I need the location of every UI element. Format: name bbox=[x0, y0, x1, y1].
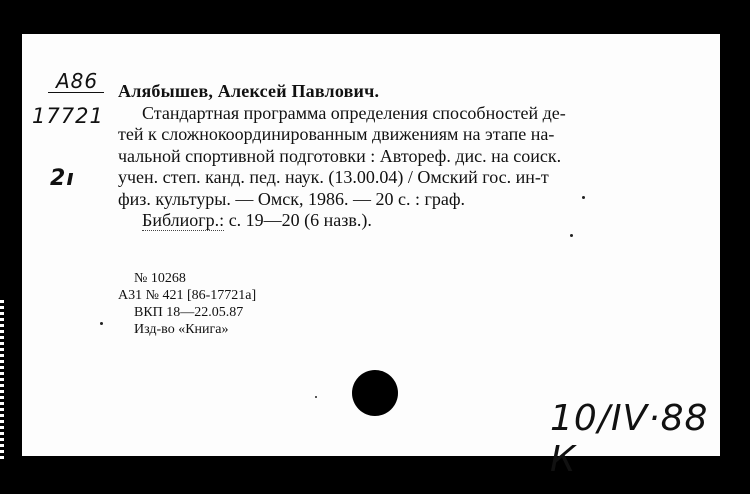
call-number-mark: 2ı bbox=[50, 166, 75, 191]
call-number-top: A86 bbox=[48, 70, 104, 93]
scan-speck bbox=[582, 196, 585, 199]
a31-record: А31 № 421 [86-17721а] bbox=[118, 288, 257, 303]
scan-edge-noise bbox=[0, 300, 4, 460]
author-name: Алябышев, Алексей Павлович. bbox=[118, 81, 380, 101]
entry-line: тей к сложнокоординированным движениям на этапе на- bbox=[118, 124, 555, 144]
catalog-card bbox=[22, 34, 720, 480]
handwritten-date: 10/IV·88 К bbox=[550, 398, 709, 480]
entry-line: физ. культуры. — Омск, 1986. — 20 с. : граф. bbox=[118, 188, 465, 209]
bibliography-note bbox=[118, 210, 688, 232]
publisher-line: Изд-во «Книга» bbox=[134, 322, 229, 337]
scan-speck bbox=[100, 322, 103, 325]
scan-speck bbox=[570, 234, 573, 237]
vkp-record: ВКП 18—22.05.87 bbox=[134, 305, 244, 320]
bibliography-label: Библиогр.: bbox=[142, 210, 225, 230]
punch-hole bbox=[352, 370, 398, 416]
bibliography-pages: с. 19—20 (6 назв.). bbox=[224, 210, 372, 230]
entry-line: Стандартная программа определения способностей де- bbox=[142, 102, 566, 123]
colophon bbox=[118, 270, 256, 338]
bibliographic-entry bbox=[118, 81, 688, 232]
call-number-bottom: 17721 bbox=[32, 104, 104, 128]
card-number: № 10268 bbox=[134, 271, 186, 286]
entry-line: чальной спортивной подготовки : Автореф. дис. на соиск. bbox=[118, 145, 562, 166]
entry-line: учен. степ. канд. пед. наук. (13.00.04) / Омский гос. ин-т bbox=[118, 167, 549, 187]
scan-speck bbox=[315, 396, 317, 398]
